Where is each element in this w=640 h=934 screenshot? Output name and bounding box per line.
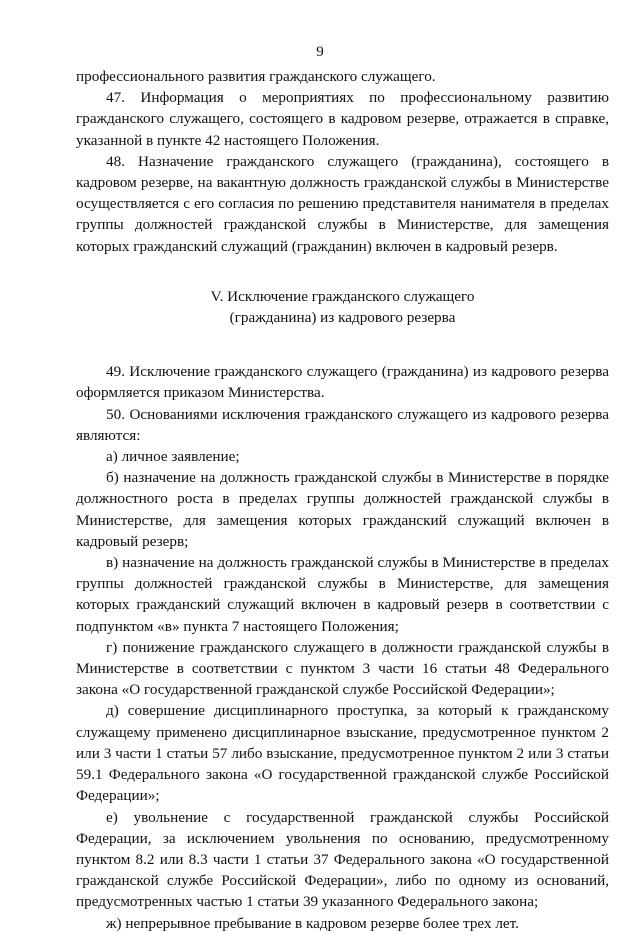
- list-item-e: е) увольнение с государственной гражданской службы Российской Федерации, за исключением увольнения по основанию, предусмотренному пунктом 8.2 или 8.3 части 1 статьи 37 Федерального закона «О государственной гражданской службе Российской Федерации», либо по одному из оснований, предусмотренных частью 1 статьи 39 указанного Федерального закона;: [76, 808, 609, 911]
- section-heading: [76, 286, 609, 328]
- section-heading-line-1: V. Исключение гражданского служащего: [210, 287, 475, 305]
- list-item-g: г) понижение гражданского служащего в должности гражданской службы в Министерстве в соответствии с пунктом 3 части 16 статьи 48 Федерального закона «О государственной гражданской службе Российской Федерации»;: [76, 638, 609, 699]
- paragraph-50: 50. Основаниями исключения гражданского служащего из кадрового резерва являются:: [76, 405, 609, 444]
- document-body: [76, 66, 609, 934]
- paragraph-49: 49. Исключение гражданского служащего (гражданина) из кадрового резерва оформляется приказом Министерства.: [76, 363, 609, 402]
- list-item-d: д) совершение дисциплинарного проступка, за который к гражданскому служащему применено дисциплинарное взыскание, предусмотренное пунктом 2 или 3 части 1 статьи 57 либо взыскание, предусмотренное пунктом 2 или 3 статьи 59.1 Федерального закона «О государственной гражданской службе Российской Федерации»;: [76, 702, 609, 805]
- paragraph-continuation: профессионального развития гражданского служащего.: [76, 68, 436, 85]
- section-heading-line-2: (гражданина) из кадрового резерва: [229, 309, 456, 327]
- list-item-a: а) личное заявление;: [106, 448, 240, 466]
- list-item-b: б) назначение на должность гражданской службы в Министерстве в порядке должностного роста в пределах группы должностей гражданской службы в Министерстве, для замещения которых гражданский служащий включен в кадровый резерв;: [76, 469, 609, 550]
- paragraph-48: 48. Назначение гражданского служащего (гражданина), состоящего в кадровом резерве, на вакантную должность гражданской службы в Министерстве осуществляется с его согласия по решению представителя нанимателя в пределах группы должностей гражданской службы в Министерстве, для замещения которых гражданский служащий (гражданин) включен в кадровый резерв.: [76, 152, 609, 255]
- paragraph-47: 47. Информация о мероприятиях по профессиональному развитию гражданского служащего, состоящего в кадровом резерве, отражается в справке, указанной в пункте 42 настоящего Положения.: [76, 89, 609, 149]
- list-item-zh: ж) непрерывное пребывание в кадровом резерве более трех лет.: [106, 914, 519, 932]
- list-item-v: в) назначение на должность гражданской службы в Министерстве в пределах группы должностей гражданской службы в Министерстве, для замещения которых гражданский служащий включен в кадровый резерв в соответствии с подпунктом «в» пункта 7 настоящего Положения;: [76, 554, 609, 635]
- page-number: 9: [316, 44, 324, 60]
